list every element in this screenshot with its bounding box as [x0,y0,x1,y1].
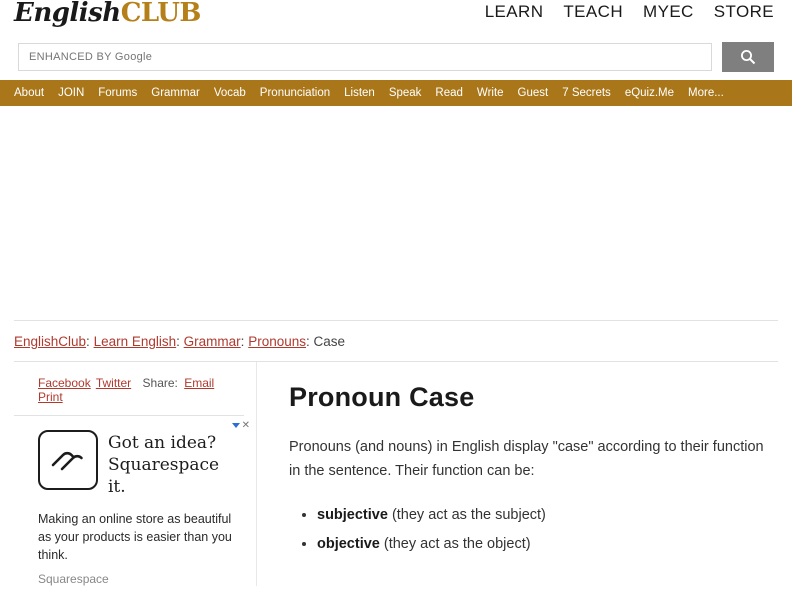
case-list [289,501,768,559]
adchoices-icon[interactable] [232,423,240,428]
menu-item-listen[interactable]: Listen [344,87,375,99]
page-title: Pronoun Case [289,382,475,412]
logo-text-club: CLUB [120,0,201,28]
breadcrumb-separator: : [176,334,180,349]
breadcrumb-item-case: Case [313,334,346,349]
topnav-item-myec[interactable]: MYEC [643,2,694,21]
menu-item-more[interactable]: More... [688,87,724,99]
close-icon[interactable]: ✕ [241,420,250,431]
menu-item-write[interactable]: Write [476,87,504,99]
site-header [0,0,792,34]
menu-item-speak[interactable]: Speak [388,87,422,99]
list-item-rest: (they act as the subject) [387,507,546,523]
ad-choices-control[interactable] [232,420,250,431]
breadcrumb-item-englishclub[interactable]: EnglishClub [14,334,87,349]
search-button[interactable] [722,42,774,72]
list-item [317,530,768,559]
main-menu-bar [0,80,792,106]
menu-item-7-secrets[interactable]: 7 Secrets [562,87,611,99]
share-twitter-link[interactable]: Twitter [95,376,132,390]
menu-item-forums[interactable]: Forums [98,87,138,99]
search-input-wrapper[interactable] [18,43,712,71]
breadcrumb-item-learn-english[interactable]: Learn English [93,334,177,349]
menu-item-guest[interactable]: Guest [517,87,549,99]
sidebar [14,362,257,586]
breadcrumb-separator: : [240,334,245,349]
breadcrumb [0,321,792,361]
share-label: Share: [142,376,178,390]
ad-advertiser-name: Squarespace [38,572,109,586]
share-row [14,376,244,416]
menu-item-equizme[interactable]: eQuiz.Me [624,87,675,99]
logo-text-english: English [14,0,121,28]
list-item [317,501,768,530]
ad-headline-line2: Squarespace it. [108,455,220,497]
content-columns [14,361,778,586]
search-input[interactable] [27,44,711,70]
breadcrumb-item-grammar[interactable]: Grammar [183,334,241,349]
top-ad-slot [0,106,792,320]
menu-item-vocab[interactable]: Vocab [213,87,246,99]
breadcrumb-item-pronouns[interactable]: Pronouns [248,334,306,349]
list-item-term: objective [317,536,380,552]
ad-headline-line1: Got an idea? [108,433,217,453]
search-icon [740,49,756,65]
menu-item-grammar[interactable]: Grammar [151,87,200,99]
squarespace-logo-icon [38,430,98,490]
ad-headline [108,432,238,498]
breadcrumb-separator: : [86,334,90,349]
topnav-item-store[interactable]: STORE [713,2,774,21]
share-email-link[interactable]: Email [184,376,215,390]
site-logo[interactable] [14,0,201,28]
ad-body-text: Making an online store as beautiful as your products is easier than you think. [38,512,232,562]
menu-item-join[interactable]: JOIN [58,87,85,99]
menu-item-read[interactable]: Read [435,87,463,99]
intro-paragraph: Pronouns (and nouns) in English display "case" according to their function in the sentence. Their function can be: [289,439,764,479]
topnav-item-teach[interactable]: TEACH [563,2,624,21]
ad-inner [38,430,238,498]
breadcrumb-separator: : [306,334,310,349]
menu-item-pronunciation[interactable]: Pronunciation [259,87,331,99]
share-facebook-link[interactable]: Facebook [38,376,91,390]
list-item-term: subjective [317,507,388,523]
list-item-rest: (they act as the object) [379,536,531,552]
sidebar-ad[interactable] [38,420,250,586]
menu-item-about[interactable]: About [14,87,45,99]
main-content [257,362,778,586]
top-navigation [485,2,774,22]
search-bar [18,42,774,72]
topnav-item-learn[interactable]: LEARN [484,2,544,21]
share-print-link[interactable]: Print [38,390,63,404]
